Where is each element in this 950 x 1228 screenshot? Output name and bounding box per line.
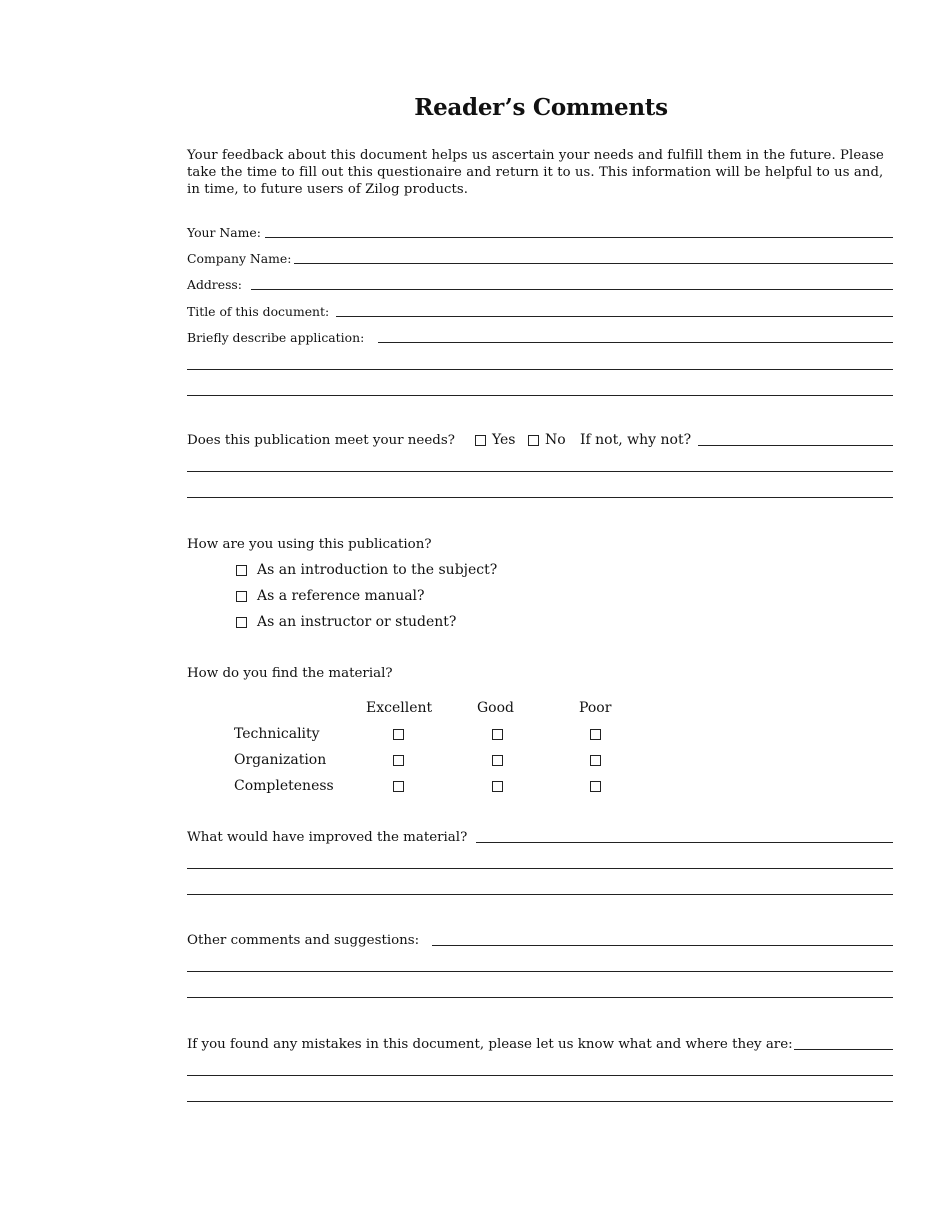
mistakes-line-3[interactable] (187, 1101, 893, 1102)
other-field[interactable] (432, 945, 893, 946)
name-label: Your Name: (187, 225, 261, 240)
improved-question: What would have improved the material? (187, 830, 468, 845)
needs-yes-label: Yes (492, 432, 516, 448)
needs-why-field[interactable] (698, 445, 893, 446)
doc-title-label: Title of this document: (187, 304, 330, 319)
doc-title-field[interactable] (336, 316, 893, 317)
address-field[interactable] (251, 289, 893, 290)
page-title: Reader’s Comments (414, 94, 668, 121)
column-poor: Poor (579, 700, 612, 716)
improved-line-3[interactable] (187, 894, 893, 895)
technicality-good-checkbox[interactable] (492, 729, 503, 740)
material-question: How do you find the material? (187, 666, 393, 681)
technicality-excellent-checkbox[interactable] (393, 729, 404, 740)
column-excellent: Excellent (366, 700, 433, 716)
usage-instructor-label: As an instructor or student? (257, 614, 457, 630)
column-good: Good (477, 700, 515, 716)
usage-question: How are you using this publication? (187, 537, 432, 552)
row-technicality: Technicality (234, 726, 320, 742)
usage-intro-checkbox[interactable] (236, 565, 247, 576)
needs-line-3[interactable] (187, 497, 893, 498)
needs-no-checkbox[interactable] (528, 435, 539, 446)
other-line-2[interactable] (187, 971, 893, 972)
address-label: Address: (187, 277, 242, 292)
other-question: Other comments and suggestions: (187, 933, 420, 948)
completeness-excellent-checkbox[interactable] (393, 781, 404, 792)
improved-field[interactable] (476, 842, 893, 843)
application-field[interactable] (378, 342, 893, 343)
name-field[interactable] (265, 237, 893, 238)
application-line-2[interactable] (187, 369, 893, 370)
other-line-3[interactable] (187, 997, 893, 998)
technicality-poor-checkbox[interactable] (590, 729, 601, 740)
company-label: Company Name: (187, 251, 292, 266)
usage-instructor-checkbox[interactable] (236, 617, 247, 628)
company-field[interactable] (294, 263, 893, 264)
usage-intro-label: As an introduction to the subject? (257, 562, 498, 578)
needs-no-label: No (545, 432, 566, 448)
mistakes-question (187, 1037, 793, 1052)
improved-line-2[interactable] (187, 868, 893, 869)
usage-reference-checkbox[interactable] (236, 591, 247, 602)
intro-paragraph: Your feedback about this document helps us ascertain your needs and fulfill them in the future. Please take the time to fill out this questionaire and return it to us. This information will be helpful to us and, in time, to future users of Zilog products. (187, 148, 884, 197)
needs-why-label: If not, why not? (580, 432, 692, 448)
mistakes-bold-text: If you found any mistakes in this document, (187, 1037, 485, 1052)
completeness-poor-checkbox[interactable] (590, 781, 601, 792)
row-organization: Organization (234, 752, 327, 768)
needs-yes-checkbox[interactable] (475, 435, 486, 446)
mistakes-line-2[interactable] (187, 1075, 893, 1076)
needs-line-2[interactable] (187, 471, 893, 472)
completeness-good-checkbox[interactable] (492, 781, 503, 792)
organization-good-checkbox[interactable] (492, 755, 503, 766)
row-completeness: Completeness (234, 778, 334, 794)
application-line-3[interactable] (187, 395, 893, 396)
organization-excellent-checkbox[interactable] (393, 755, 404, 766)
mistakes-field[interactable] (794, 1049, 893, 1050)
application-label: Briefly describe application: (187, 330, 365, 345)
mistakes-rest-text: please let us know what and where they are: (484, 1037, 793, 1052)
organization-poor-checkbox[interactable] (590, 755, 601, 766)
usage-reference-label: As a reference manual? (257, 588, 425, 604)
needs-question: Does this publication meet your needs? (187, 433, 455, 448)
